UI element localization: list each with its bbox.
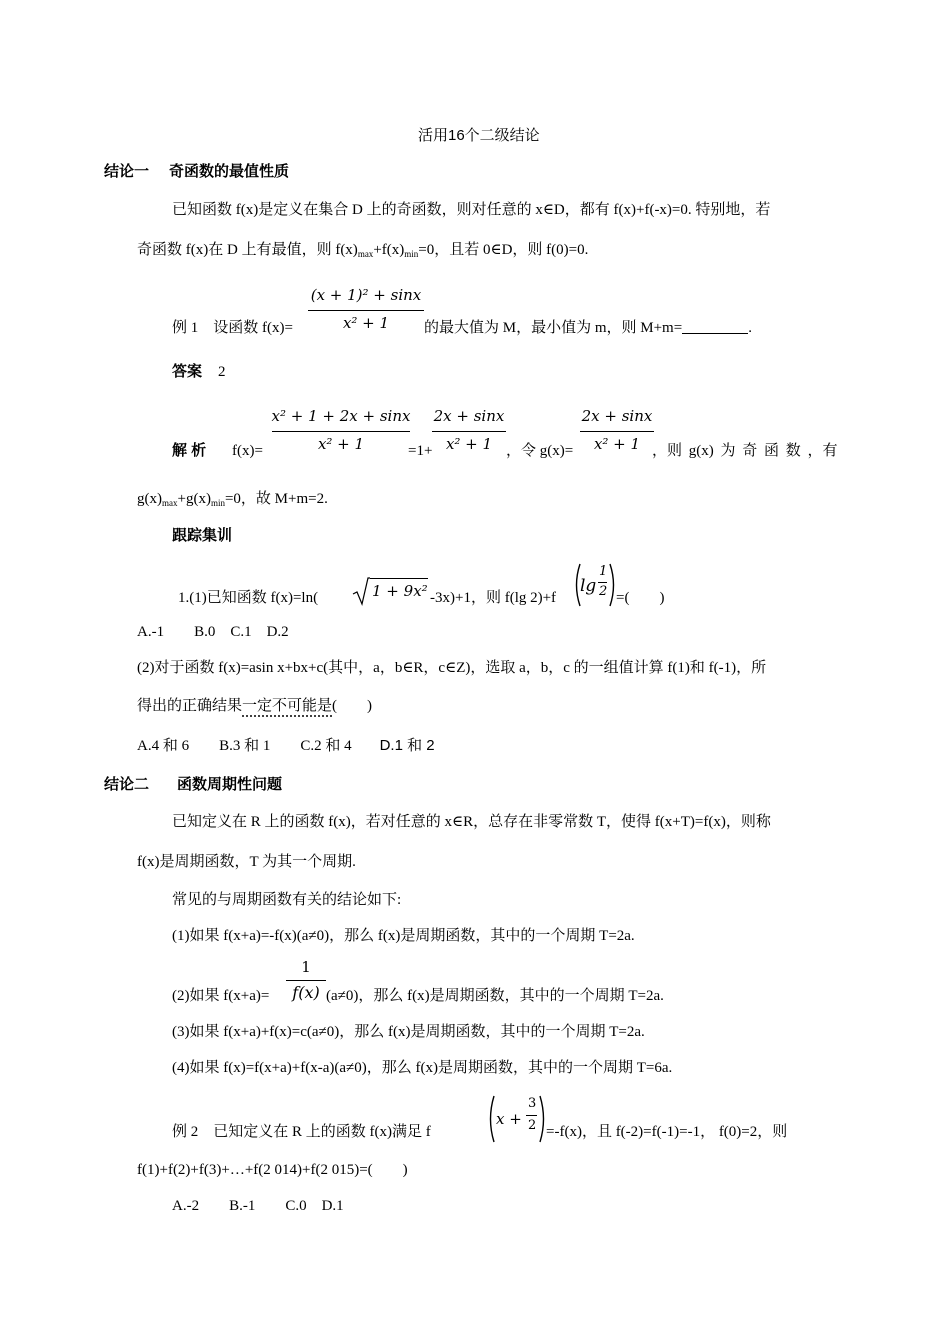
section1-number: 结论一 bbox=[104, 163, 150, 180]
q2-line2 bbox=[137, 696, 372, 716]
analysis-fraction-1 bbox=[270, 407, 412, 459]
section1-para1-line2 bbox=[137, 240, 588, 264]
subscript-min: min bbox=[210, 498, 225, 508]
analysis-line2 bbox=[137, 489, 328, 513]
section1-title: 奇函数的最值性质 bbox=[169, 163, 290, 180]
text: 的最大值为 M，最小值为 m，则 M+m= bbox=[424, 320, 683, 336]
fraction-bar bbox=[308, 310, 424, 311]
fraction-bar bbox=[286, 980, 326, 981]
fraction-bar bbox=[580, 431, 654, 432]
subscript-min: min bbox=[404, 249, 419, 259]
text: 奇函数 f(x)在 D 上有最值，则 f(x) bbox=[137, 242, 358, 258]
fraction-denominator: x² + 1 bbox=[342, 314, 390, 332]
fraction-bar bbox=[272, 431, 410, 432]
text: . bbox=[748, 320, 752, 336]
fraction-numerator: x² + 1 + 2x + sinx bbox=[271, 407, 411, 425]
section2-item1: (1)如果 f(x+a)=-f(x)(a≠0)，那么 f(x)是周期函数，其中的一个周期 T=2a. bbox=[172, 928, 635, 944]
fraction-bar bbox=[526, 1115, 537, 1116]
fraction-bar bbox=[432, 431, 506, 432]
fraction-numerator: 1 bbox=[599, 564, 608, 579]
fraction-numerator: 1 bbox=[301, 958, 311, 976]
fraction-denominator: 2 bbox=[599, 584, 608, 599]
text: +f(x) bbox=[373, 242, 405, 258]
analysis-fraction-2 bbox=[430, 407, 508, 459]
fraction-denominator: 2 bbox=[528, 1118, 537, 1133]
example2-line2: f(1)+f(2)+f(3)+…+f(2 014)+f(2 015)=( ) bbox=[137, 1162, 408, 1178]
lg-text: lg bbox=[580, 576, 597, 596]
example2-part-a: 例 2 已知定义在 R 上的函数 f(x)满足 f bbox=[172, 1124, 431, 1140]
fraction-numerator: 3 bbox=[528, 1096, 537, 1111]
text: =0，且若 0∈D，则 f(0)=0. bbox=[418, 242, 589, 258]
fraction-denominator: x² + 1 bbox=[317, 435, 365, 453]
section2-title: 函数周期性问题 bbox=[177, 776, 283, 793]
analysis-fx: f(x)= bbox=[232, 443, 263, 459]
answer-label: 答案 bbox=[172, 363, 203, 380]
section2-item2-a: (2)如果 f(x+a)= bbox=[172, 988, 270, 1004]
text: 得出的正确结果 bbox=[137, 698, 243, 714]
fraction-denominator: x² + 1 bbox=[593, 435, 641, 453]
q2-options bbox=[137, 736, 435, 756]
fraction-numerator: (x + 1)² + sinx bbox=[310, 286, 422, 304]
text: +g(x) bbox=[177, 491, 211, 507]
section1-heading bbox=[104, 162, 289, 182]
q1-part1: 1.(1)已知函数 f(x)=ln( bbox=[178, 590, 319, 606]
section2-para1-line1: 已知定义在 R 上的函数 f(x)，若对任意的 x∈R，总存在非零常数 T，使得 f(x+T)=f(x)，则称 bbox=[172, 814, 771, 830]
q1-part3: =( ) bbox=[616, 590, 665, 606]
sqrt-bar bbox=[370, 578, 428, 579]
fraction-numerator: 2x + sinx bbox=[581, 407, 653, 425]
fraction-numerator: 2x + sinx bbox=[433, 407, 505, 425]
section2-para2: 常见的与周期函数有关的结论如下: bbox=[172, 892, 402, 908]
answer-value: 2 bbox=[218, 364, 226, 380]
section2-item4: (4)如果 f(x)=f(x+a)+f(x-a)(a≠0)，那么 f(x)是周期函数，其中的一个周期 T=6a. bbox=[172, 1060, 673, 1076]
subscript-max: max bbox=[162, 498, 178, 508]
page-title: 活用16个二级结论 bbox=[418, 127, 540, 144]
section2-para1-line2: f(x)是周期函数，T 为其一个周期. bbox=[137, 854, 356, 870]
example2-options: A.-2 B.-1 C.0 D.1 bbox=[172, 1198, 344, 1214]
section2-item3: (3)如果 f(x+a)+f(x)=c(a≠0)，那么 f(x)是周期函数，其中的一个周期 T=2a. bbox=[172, 1024, 645, 1040]
section2-heading bbox=[104, 775, 282, 795]
paren-lg-half bbox=[572, 562, 618, 608]
analysis-eq: =1+ bbox=[408, 443, 433, 459]
analysis-label: 解 析 bbox=[172, 442, 207, 459]
fraction-denominator: x² + 1 bbox=[445, 435, 493, 453]
sqrt-sign-icon bbox=[352, 576, 370, 606]
example1-question bbox=[424, 318, 752, 338]
analysis-tail: ，则 g(x) 为 奇 函 数 ，有 bbox=[652, 443, 838, 459]
sqrt-radicand: 1 + 9x² bbox=[372, 582, 428, 600]
analysis-fraction-3 bbox=[578, 407, 656, 459]
q2-line1: (2)对于函数 f(x)=asin x+bx+c(其中，a，b∈R，c∈Z)，选取 a，b，c 的一组值计算 f(1)和 f(-1)，所 bbox=[137, 660, 767, 676]
section1-para1-line1: 已知函数 f(x)是定义在集合 D 上的奇函数，则对任意的 x∈D，都有 f(x)+f(-x)=0. 特别地，若 bbox=[172, 202, 771, 218]
fraction-bar bbox=[598, 582, 607, 583]
q1-part2: -3x)+1，则 f(lg 2)+f bbox=[430, 590, 557, 606]
section2-item2-b: (a≠0)，那么 f(x)是周期函数，其中的一个周期 T=2a. bbox=[326, 988, 664, 1004]
text: g(x) bbox=[137, 491, 162, 507]
paren-x-plus-three-halves bbox=[486, 1094, 548, 1144]
training-label: 跟踪集训 bbox=[172, 527, 233, 544]
item2-fraction bbox=[284, 958, 328, 1008]
text: =0，故 M+m=2. bbox=[224, 491, 328, 507]
text: ( ) bbox=[332, 698, 373, 714]
sqrt-expression bbox=[352, 576, 430, 606]
subscript-max: max bbox=[357, 249, 374, 259]
x-plus-text: x + bbox=[496, 1110, 522, 1128]
option-d: D.1 和 2 bbox=[379, 737, 435, 754]
answer-blank bbox=[682, 319, 748, 334]
example1-label: 例 1 设函数 f(x)= bbox=[172, 320, 293, 336]
analysis-let: ，令 g(x)= bbox=[506, 443, 574, 459]
fraction-denominator: f(x) bbox=[292, 983, 320, 1002]
answer-line bbox=[172, 362, 226, 382]
example1-fraction bbox=[306, 286, 426, 338]
text: A.4 和 6 B.3 和 1 C.2 和 4 bbox=[137, 738, 352, 754]
example2-part-b: =-f(x)，且 f(-2)=f(-1)=-1， f(0)=2，则 bbox=[546, 1124, 788, 1140]
section2-number: 结论二 bbox=[104, 776, 150, 793]
q1-options: A.-1 B.0 C.1 D.2 bbox=[137, 624, 289, 640]
emphasis-text: 一定不可能是 bbox=[242, 698, 333, 714]
